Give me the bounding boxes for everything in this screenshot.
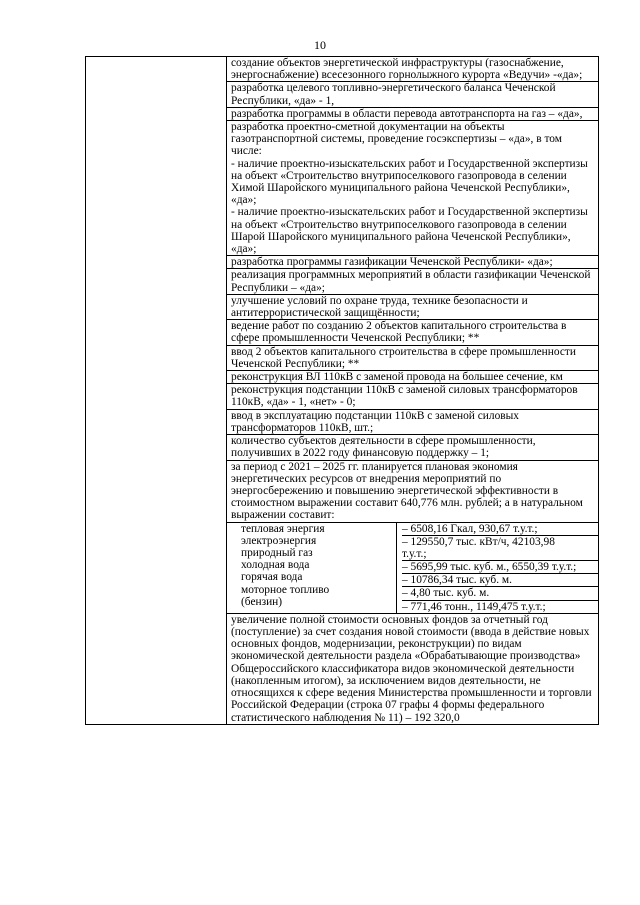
resource-value: – 10786,34 тыс. куб. м. — [402, 574, 599, 587]
resource-name: (бензин) — [241, 595, 283, 608]
indicators-column — [227, 57, 599, 725]
indicator-row: реконструкция подстанции 110кВ с заменой силовых трансформаторов 110кВ, «да» - 1, «нет» - 0; — [227, 384, 598, 409]
indicator-row: реконструкция ВЛ 110кВ с заменой провода на большее сечение, км — [227, 371, 598, 384]
indicator-row: ввод в эксплуатацию подстанции 110кВ с заменой силовых трансформаторов 110кВ, шт.; — [227, 410, 598, 435]
empty-left-column — [86, 57, 227, 725]
resource-value: – 6508,16 Гкал, 930,67 т.у.т.; — [402, 523, 599, 536]
indicator-row: разработка проектно-сметной документации на объекты газотранспортной системы, проведение госэкспертизы – «да», в том числе: - наличие проектно-изыскательских работ и Государственной экспертизы на объект «Строительство внутрипоселкового газопровода в селении Химой Шаройского муниципального района Чеченской Республики», «да»; - наличие проектно-изыскательских работ и Государственной экспертизы на объект «Строительство внутрипоселкового газопровода в селении Шарой Шаройского муниципального района Чеченской Республики», «да»; — [227, 121, 598, 256]
indicator-row: реализация программных мероприятий в области газификации Чеченской Республики – «да»; — [227, 269, 598, 294]
indicator-row: ввод 2 объектов капитального строительства в сфере промышленности Чеченской Республики; ** — [227, 346, 598, 371]
indicator-row: ведение работ по созданию 2 объектов капитального строительства в сфере промышленности Чеченской Республики; ** — [227, 320, 598, 345]
resource-name: моторное топливо — [241, 583, 330, 596]
indicator-row: улучшение условий по охране труда, технике безопасности и антитеррористической защищённости; — [227, 295, 598, 320]
resource-name: горячая вода — [241, 571, 303, 584]
indicator-row: за период с 2021 – 2025 гг. планируется плановая экономия энергетических ресурсов от внедрения мероприятий по энергосбережению и повышению энергетической эффективности в стоимостном выражении составит 640,776 млн. рублей; а в натуральном выражении составит: — [227, 461, 598, 523]
resource-value: – 5695,99 тыс. куб. м., 6550,39 т.у.т.; — [402, 561, 599, 574]
indicator-row-final: увеличение полной стоимости основных фондов за отчетный год (поступление) за счет создания новой стоимости (ввода в действие новых основных фондов, модернизации, реконструкции) по видам экономической деятельности раздела «Обрабатывающие производства» Общероссийского классификатора видов экономической деятельности (накопленным итогом), за исключением видов деятельности, не относящихся к сфере ведения Министерства промышленности и торговли Российской Федерации (строка 07 графы 4 формы федерального статистического наблюдения № 11) – 192 320,0 — [231, 613, 592, 724]
indicators-table — [85, 56, 599, 725]
resource-name: холодная вода — [241, 559, 310, 572]
indicator-row: создание объектов энергетической инфраструктуры (газоснабжение, энергоснабжение) всесезонного горнолыжного курорта «Ведучи» -«да»; — [227, 57, 598, 82]
resource-value: т.у.т.; — [402, 548, 599, 561]
resource-value: – 771,46 тонн., 1149,475 т.у.т.; — [402, 600, 546, 613]
resource-value: – 129550,7 тыс. кВт/ч, 42103,98 — [402, 535, 555, 548]
resource-value: – 4,80 тыс. куб. м. — [402, 587, 599, 600]
resource-name: тепловая энергия — [241, 522, 325, 535]
indicator-row: разработка программы в области перевода автотранспорта на газ – «да», — [227, 108, 598, 121]
resource-name: электроэнергия — [241, 534, 317, 547]
resource-names — [227, 523, 397, 613]
resource-savings-table — [227, 523, 599, 614]
page-number: 10 — [314, 38, 326, 52]
indicator-row: разработка целевого топливно-энергетического баланса Чеченской Республики, «да» - 1, — [227, 82, 598, 107]
resource-name: природный газ — [241, 546, 313, 559]
resource-values — [397, 523, 600, 613]
indicator-row: количество субъектов деятельности в сфере промышленности, получивших в 2022 году финансовую поддержку – 1; — [227, 435, 598, 460]
indicator-row: разработка программы газификации Чеченской Республики- «да»; — [227, 256, 598, 269]
